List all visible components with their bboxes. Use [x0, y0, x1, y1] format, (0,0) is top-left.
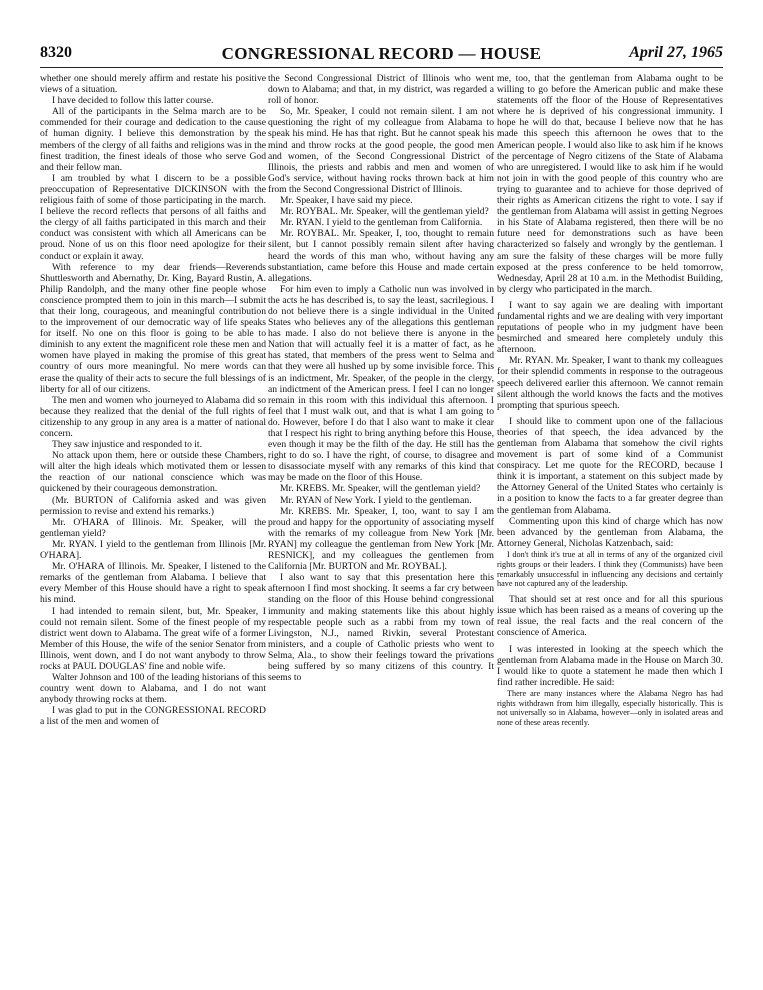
- paragraph: Mr. RYAN. I yield to the gentleman from California.: [280, 217, 483, 229]
- page-number: 8320: [40, 44, 72, 61]
- paragraph: Commenting upon this kind of charge which has now been advanced by the gentleman from Alabama, the Attorney General, Nicholas Katzenbach, said:: [497, 515, 723, 549]
- text-column-2: [268, 73, 494, 978]
- text-column-3: [497, 73, 723, 978]
- paragraph: the Second Congressional District of Illinois who went down to Alabama; and that, in my district, was regarded a roll of honor.: [268, 73, 494, 107]
- paragraph: (Mr. BURTON of California asked and was given permission to revise and extend his remarks.): [40, 494, 266, 517]
- paragraph: Walter Johnson and 100 of the leading historians of this country went down to Alabama, and I do not want anybody throwing rocks at them.: [40, 672, 266, 706]
- paragraph: I should like to comment upon one of the fallacious theories of that speech, the idea advanced by the gentleman from Alabama that somehow the civil rights movement is part of some kind of a Communist conspiracy. Let me quote for the RECORD, because I think it is important, a statement on this subject made by the Attorney General of the United States who certainly is in a position to know the facts to a far greater degree than the gentleman from Alabama.: [497, 415, 723, 516]
- paragraph: Mr. ROYBAL. Mr. Speaker, I, too, thought to remain silent, but I cannot possibly remain silent after having heard the words of this man who, without having any substantiation, came before this House and made certain allegations.: [268, 228, 494, 284]
- paragraph: I want to say again we are dealing with important fundamental rights and we are dealing with very important reputations of people who in my judgment have been besmirched and smeared here completely unduly this afternoon.: [497, 299, 723, 356]
- block-quote: I don't think it's true at all in terms of any of the organized civil rights groups or their leaders. I think they (Communists) have been remarkably unsuccessful in influencing any decisions and certainly have not captured any of the leadership.: [497, 549, 723, 589]
- paragraph: Mr. KREBS. Mr. Speaker, will the gentleman yield?: [280, 483, 481, 495]
- paragraph: Mr. RYAN of New York. I yield to the gentleman.: [280, 494, 472, 506]
- paragraph: Mr. O'HARA of Illinois. Mr. Speaker, will the gentleman yield?: [40, 516, 266, 539]
- paragraph: So, Mr. Speaker, I could not remain silent. I am not questioning the right of my colleague from Alabama to speak his mind. He has that right. But he cannot speak his mind and throw rocks at the good people, the good men and women, of the Second Congressional District of Illinois, the priests and rabbis and men and women of God's service, without having rocks thrown back at him from the Second Congressional District of Illinois.: [268, 106, 494, 195]
- paragraph: Mr. ROYBAL. Mr. Speaker, will the gentleman yield?: [280, 206, 489, 218]
- paragraph: I was interested in looking at the speech which the gentleman from Alabama made in the House on March 30. I would like to quote a statement he made then which I find rather incredible. He said:: [497, 643, 723, 688]
- paragraph: Mr. RYAN. Mr. Speaker, I want to thank my colleagues for their splendid comments in response to the outrageous speech delivered earlier this afternoon. We cannot remain silent although the world knows the facts and the motives prompting that spurious speech.: [497, 355, 723, 411]
- paragraph: I also want to say that this presentation here this afternoon I find most shocking. It seems a far cry between standing on the floor of this House behind congressional immunity and making statements like this about highly respectable people such as a rabbi from my town of Livingston, N.J., named Rivkin, several Protestant ministers, and a couple of Catholic priests who went to Selma, Ala., to show their feelings toward the privations being suffered by so many citizens of this country. It seems to: [268, 572, 494, 684]
- paragraph: Mr. KREBS. Mr. Speaker, I, too, want to say I am proud and happy for the opportunity of associating myself with the remarks of my colleague from New York [Mr. RYAN] my colleague the gentleman from New York [Mr. RESNICK], and my colleagues the gentlemen from California [Mr. BURTON and Mr. ROYBAL].: [268, 505, 494, 573]
- paragraph: For him even to imply a Catholic nun was involved in the acts he has described is, to say the least, sacrilegious. I do not believe there is a single individual in the United States who believes any of the allegations this gentleman has made. I also do not believe there is anyone in the Nation that will actually feel it is a matter of fact, as he has stated, that members of the press went to Selma and that they were all hushed up by some invisible force. This is an indictment, Mr. Speaker, of the people in the clergy, an indictment of the American press. I feel I can no longer remain in this room with this individual this afternoon. I feel that I must walk out, and that is what I am going to do. However, before I do that I also want to make it clear that I respect his right to bring anything before this House, even though it may be the filth of the day. He still has the right to do so. I have the right, of course, to disagree and to disassociate myself with any remarks of this kind that may be made on the floor of this House.: [268, 283, 494, 484]
- publication-title: CONGRESSIONAL RECORD — HOUSE: [221, 44, 542, 63]
- paragraph: I have decided to follow this latter course.: [52, 95, 214, 107]
- paragraph: All of the participants in the Selma march are to be commended for their courage and dedication to the cause of human dignity. I believe this demonstration by the members of the clergy of all faiths and religions was in the finest tradition, the finest ideals of those who serve God and their fellow man.: [40, 106, 266, 173]
- paragraph: Mr. O'HARA of Illinois. Mr. Speaker, I listened to the remarks of the gentleman from Alabama. I believe that every Member of this House should have a right to speak his mind.: [40, 561, 266, 606]
- paragraph: whether one should merely affirm and restate his positive views of a situation.: [40, 73, 266, 96]
- paragraph: I was glad to put in the CONGRESSIONAL RECORD a list of the men and women of: [40, 705, 266, 728]
- paragraph: me, too, that the gentleman from Alabama ought to be willing to go before the American public and make these statements off the floor of the House of Representatives where he is deprived of his congressional immunity. I hope he will do that, because I believe now that he has made this speech this afternoon he owes that to the American people. I would also like to ask him if he knows the percentage of Negro citizens of the State of Alabama who are unregistered. I would like to ask him if he would not join in with the good people of this country who are trying to guarantee and to achieve for those deprived of their rights as American citizens the right to vote. I say if the gentleman from Alabama will assist in getting Negroes in his State of Alabama registered, then there will be no future need for demonstrations such as have been characterized so falsely and wrongly by the gentleman. I am sure the falsity of these charges will be more fully exposed at the press conference to be held tomorrow, Wednesday, April 28 at 10 a.m. in the Methodist Building, by clergy who participated in the march.: [497, 73, 723, 295]
- paragraph: That should set at rest once and for all this spurious issue which has been raised as a means of covering up the real issue, the real facts and the real concern of the conscience of America.: [497, 594, 723, 639]
- paragraph: Mr. Speaker, I have said my piece.: [280, 195, 413, 207]
- paragraph: I am troubled by what I discern to be a possible preoccupation of Representative DICKINSON with the religious faith of some of those participating in the march. I believe the record reflects that persons of all faiths and the clergy of all faiths participated in this march and their conduct was consistent with which all Americans can be proud. None of us on this floor need apologize for their conduct or explain it away.: [40, 172, 266, 262]
- paragraph: With reference to my dear friends—Reverends Shuttlesworth and Abernathy, Dr. King, Bayard Rustin, A. Philip Randolph, and the many other fine people whose conscience prompted them to join in this march—I submit that their long, courageous, and meaningful contribution to the improvement of our democratic way of life speaks for itself. No one on this floor is going to be able to diminish to any extent the magnificent role these men and women have played in making the promise of this great country of ours more meaningful. No mere words can erase the quality of their acts to secure the full blessings of liberty for all of our citizens.: [40, 261, 266, 395]
- paragraph: Mr. RYAN. I yield to the gentleman from Illinois [Mr. O'HARA].: [40, 538, 266, 562]
- paragraph: No attack upon them, here or outside these Chambers, will alter the high ideals which motivated them or lessen the reaction of our national conscience which was quickened by their courageous demonstration.: [40, 450, 266, 495]
- block-quote: There are many instances where the Alabama Negro has had rights withdrawn from him illegally, especially historically. This is not universally so in Alabama, however—only in isolated areas and none of these areas recently.: [497, 688, 723, 728]
- text-column-1: [40, 73, 266, 978]
- header-rule: [40, 67, 723, 68]
- paragraph: The men and women who journeyed to Alabama did so because they realized that the denial of the full rights of citizenship to any group in any area is a matter of national concern.: [40, 394, 266, 439]
- paragraph: They saw injustice and responded to it.: [52, 439, 203, 451]
- publication-date: April 27, 1965: [629, 44, 723, 61]
- page-header: [40, 44, 723, 68]
- paragraph: I had intended to remain silent, but, Mr. Speaker, I could not remain silent. Some of the finest people of my district went down to Alabama. The great wife of a former Member of this House, the wife of the senior Senator from Illinois, went down, and I do not want anybody to throw rocks at PAUL DOUGLAS' fine and noble wife.: [40, 605, 266, 672]
